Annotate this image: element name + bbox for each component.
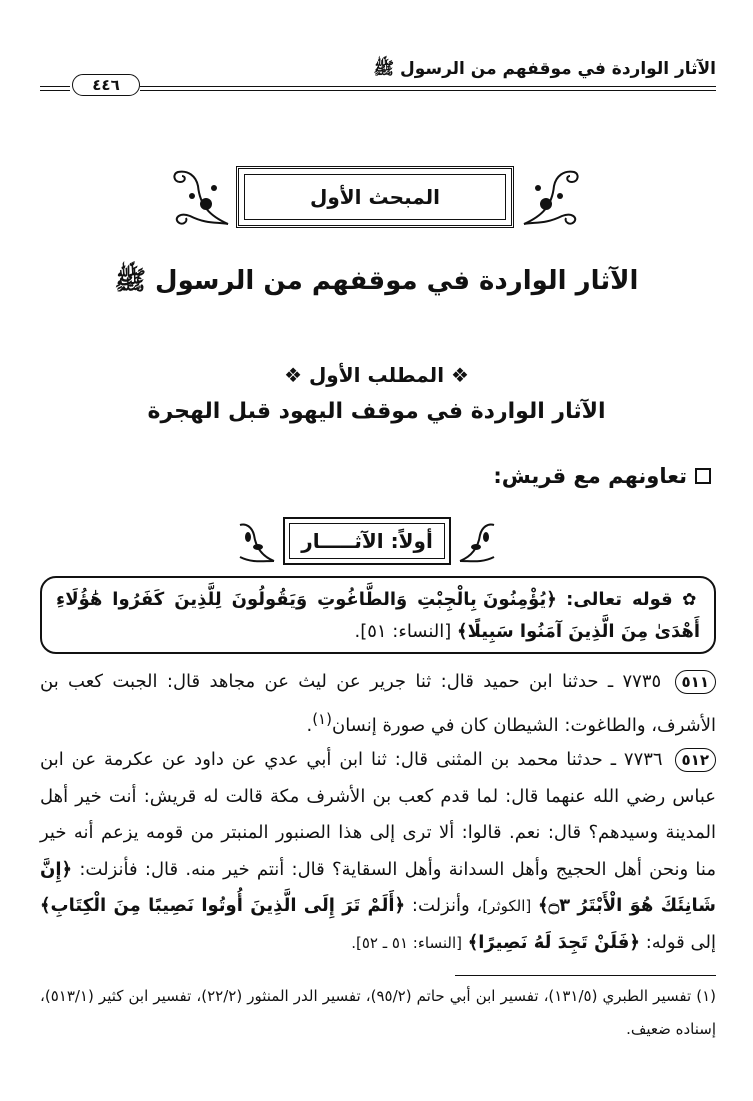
footnote-separator [455, 975, 716, 976]
footnotes [40, 980, 716, 1046]
athar-heading-frame [283, 517, 451, 565]
subsection-title: الآثار الواردة في موقف اليهود قبل الهجرة [147, 399, 606, 424]
square-bullet-icon [695, 468, 711, 484]
verse-box [40, 576, 716, 654]
header-rule [40, 86, 70, 87]
running-title: الآثار الواردة في موقفهم من الرسول ﷺ [373, 59, 716, 79]
athar-heading: أولاً: الآثـــــار [289, 523, 445, 559]
verse-reference: [النساء: ٥١]. [354, 621, 452, 642]
narration-511: ٥١١ ٧٧٣٥ ـ حدثنا ابن حميد قال: ثنا جرير عن ليث عن مجاهد قال: الجبت كعب بن الأشرف، والطاغوت: الشيطان كان في صورة إنسان$^{(١)}$. [40, 671, 716, 736]
leaf-ornament-left-icon [234, 517, 278, 565]
verse-intro: قوله تعالى: [566, 589, 673, 610]
section-title: الآثار الواردة في موقفهم من الرسول ﷺ [114, 266, 639, 296]
section-heading-frame [236, 166, 514, 228]
header-rule [140, 90, 716, 91]
quran-quote: ﴿أَلَمْ تَرَ إِلَى الَّذِينَ أُوتُوا نَصِيبًا مِنَ الْكِتَابِ﴾ [40, 895, 406, 916]
footnote-1: (١) تفسير الطبري (١٣١/٥)، تفسير ابن أبي حاتم (٩٥/٢)، تفسير الدر المنثور (٢٢/٢)، تفسير ابن كثير (٥١٣/١)، إسناده ضعيف. [40, 987, 716, 1038]
leaf-ornament-right-icon [456, 517, 500, 565]
footnote-ref: (١) [312, 709, 332, 728]
topic-heading [493, 464, 711, 488]
quran-quote: ﴿فَلَنْ تَجِدَ لَهُ نَصِيرًا﴾ [467, 931, 640, 953]
narration-512: ٥١٢ ٧٧٣٦ ـ حدثنا محمد بن المثنى قال: ثنا ابن أبي عدي عن داود عن عكرمة عن ابن عباس رضي الله عنهما قال: لما قدم كعب بن الأشرف مكة قالت له قريش: أنت خير أهل المدينة وسيدهم؟ قال: نعم. قالوا: ألا ترى إلى هذا الصنبور المنبتر من قومه يزعم أنه خير منا ونحن أهل الحجيج وأهل السدانة وأهل السقاية؟ قال: أنتم خير منه. قال: فأنزلت: ﴿إِنَّ شَانِئَكَ هُوَ الْأَبْتَرُ ۝٣﴾ [الكوثر]، وأنزلت: ﴿أَلَمْ تَرَ إِلَى الَّذِينَ أُوتُوا نَصِيبًا مِنَ الْكِتَابِ﴾ إلى قوله: ﴿فَلَنْ تَجِدَ لَهُ نَصِيرًا﴾ [النساء: ٥١ ـ ٥٢]. [40, 749, 716, 953]
narration-number-badge: ٥١٢ [675, 748, 716, 772]
topic-label: تعاونهم مع قريش: [493, 464, 687, 488]
narration-text: ٧٧٣٦ ـ حدثنا محمد بن المثنى قال: ثنا ابن أبي عدي عن داود عن عكرمة عن ابن عباس رضي الله عنهما قال: لما قدم كعب بن الأشرف مكة قالت له قريش: أنت خير أهل المدينة وسيدهم؟ قال: نعم. قالوا: ألا ترى إلى هذا الصنبور المنبتر من قومه يزعم أنه خير منا ونحن أهل الحجيج وأهل السدانة وأهل السقاية؟ قال: أنتم خير منه. قال: فأنزلت: [40, 749, 716, 880]
page-header [40, 56, 716, 96]
verse-text: ﴿يُؤْمِنُونَ بِالْجِبْتِ وَالطَّاغُوتِ وَيَقُولُونَ لِلَّذِينَ كَفَرُوا هَٰؤُلَاءِ أَهْدَىٰ مِنَ الَّذِينَ آمَنُوا سَبِيلًا﴾ [56, 589, 700, 642]
quran-reference: [الكوثر] [482, 897, 532, 915]
header-rule [140, 86, 716, 87]
flower-mark-icon: ✿ [682, 590, 700, 610]
subsection-label: ❖ المطلب الأول ❖ [284, 363, 469, 387]
page-number: ٤٤٦ [72, 74, 140, 96]
narration-number-badge: ٥١١ [675, 670, 716, 694]
ornament-right-icon [520, 166, 582, 228]
narration-text: ٧٧٣٥ ـ حدثنا ابن حميد قال: ثنا جرير عن ليث عن مجاهد قال: الجبت كعب بن الأشرف، والطاغوت: الشيطان كان في صورة إنسان [40, 671, 716, 736]
header-rule [40, 90, 70, 91]
quran-reference: [النساء: ٥١ ـ ٥٢]. [351, 933, 462, 952]
quran-quote: ﴿إِنَّ شَانِئَكَ هُوَ الْأَبْتَرُ ۝٣﴾ [40, 858, 716, 916]
ornament-left-icon [170, 166, 232, 228]
section-heading: المبحث الأول [309, 185, 441, 209]
